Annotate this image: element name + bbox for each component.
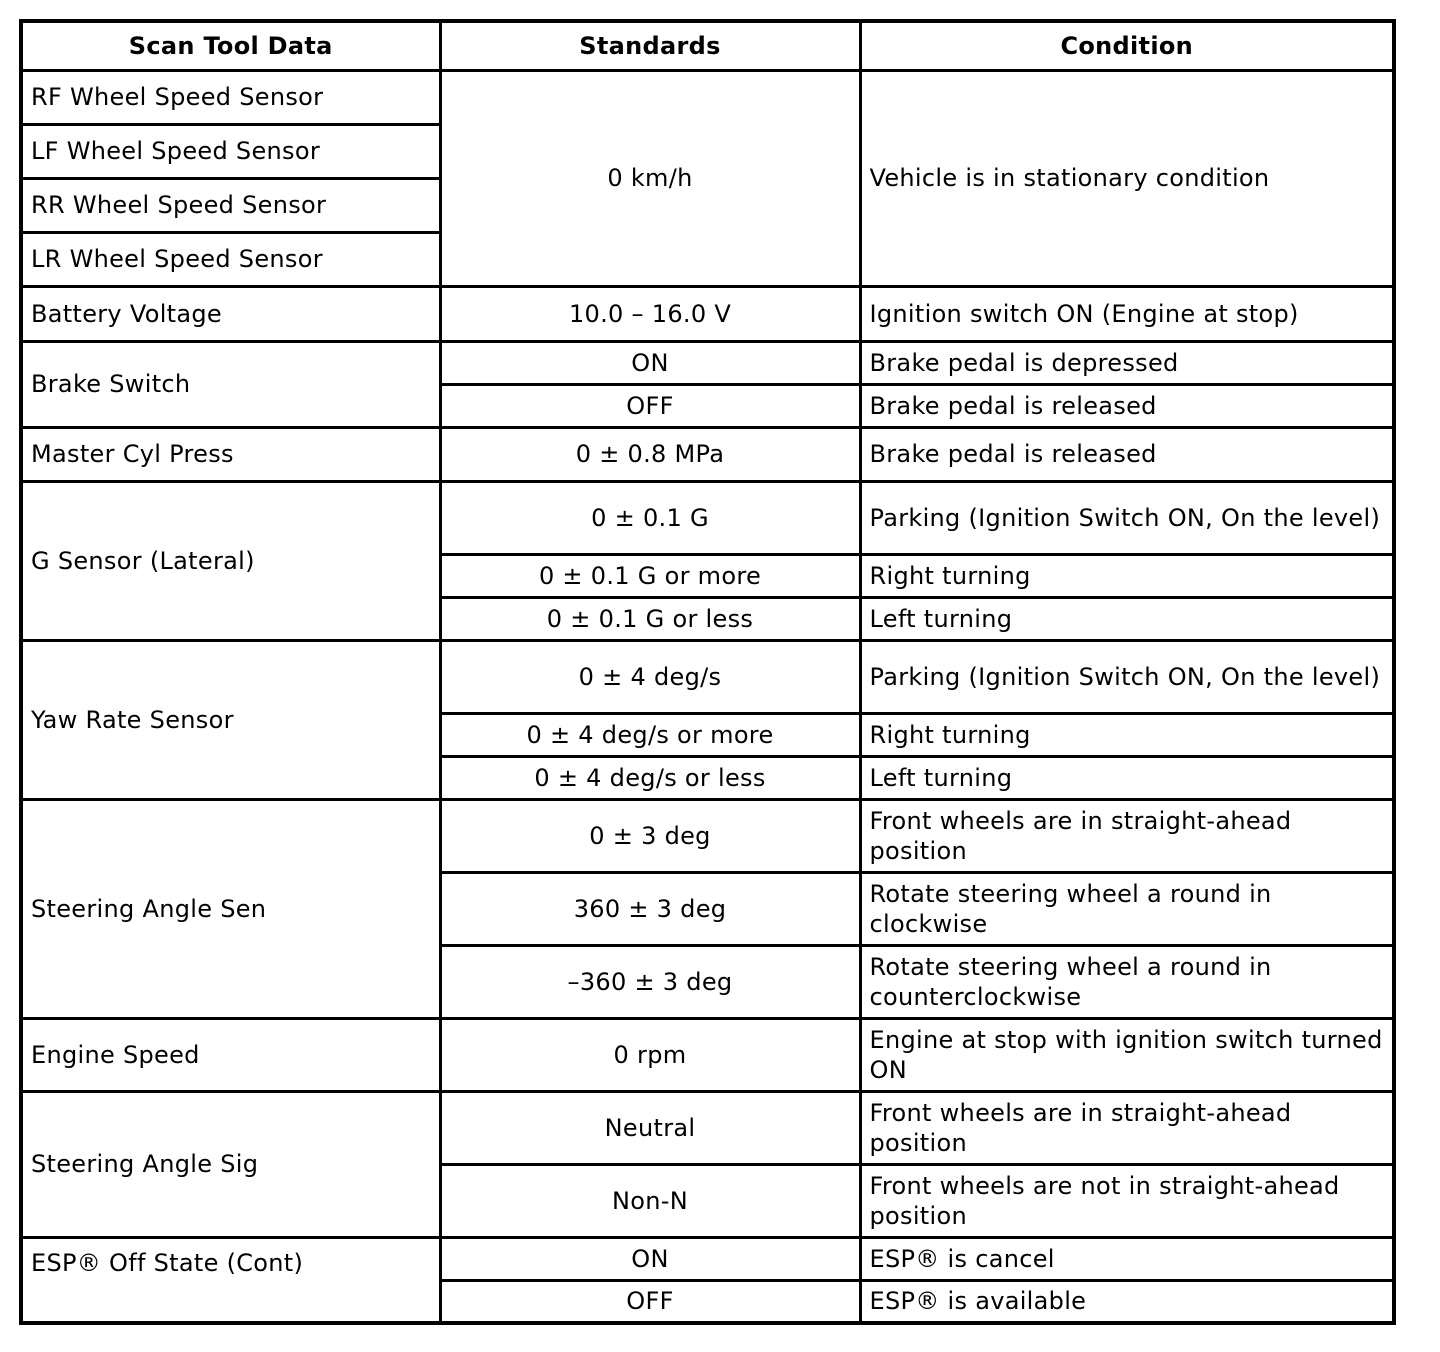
item-name: ESP® Off State (Cont)	[21, 1237, 440, 1323]
standard-value: 0 ± 0.1 G	[440, 481, 860, 554]
standard-value: Non-N	[440, 1164, 860, 1237]
standard-value: –360 ± 3 deg	[440, 945, 860, 1018]
table-row	[21, 640, 1394, 713]
condition-text: Right turning	[860, 713, 1394, 756]
item-name: Battery Voltage	[21, 286, 440, 341]
header-scan-tool-data: Scan Tool Data	[21, 21, 440, 70]
condition-text: Brake pedal is released	[860, 384, 1394, 427]
condition-text: Brake pedal is depressed	[860, 341, 1394, 384]
standard-value: 0 ± 0.8 MPa	[440, 427, 860, 481]
table-row	[21, 1091, 1394, 1164]
condition-text: Parking (Ignition Switch ON, On the level)	[860, 481, 1394, 554]
table-row	[21, 1237, 1394, 1280]
table-row	[21, 427, 1394, 481]
header-condition: Condition	[860, 21, 1394, 70]
condition-text: Vehicle is in stationary condition	[860, 70, 1394, 286]
standard-value: OFF	[440, 384, 860, 427]
condition-text: Front wheels are not in straight-ahead position	[860, 1164, 1394, 1237]
condition-text: Right turning	[860, 554, 1394, 597]
item-name: G Sensor (Lateral)	[21, 481, 440, 640]
header-row	[21, 21, 1394, 70]
item-name: Engine Speed	[21, 1018, 440, 1091]
standard-value: 0 ± 0.1 G or more	[440, 554, 860, 597]
standard-value: 0 ± 4 deg/s or less	[440, 756, 860, 799]
table-row	[21, 341, 1394, 384]
standard-value: 0 ± 4 deg/s or more	[440, 713, 860, 756]
item-name: RR Wheel Speed Sensor	[21, 178, 440, 232]
condition-text: Left turning	[860, 756, 1394, 799]
condition-text: Front wheels are in straight-ahead position	[860, 1091, 1394, 1164]
standard-value: 0 ± 4 deg/s	[440, 640, 860, 713]
item-name: Steering Angle Sen	[21, 799, 440, 1018]
condition-text: Ignition switch ON (Engine at stop)	[860, 286, 1394, 341]
condition-text: Parking (Ignition Switch ON, On the level)	[860, 640, 1394, 713]
item-name: RF Wheel Speed Sensor	[21, 70, 440, 124]
item-name: Yaw Rate Sensor	[21, 640, 440, 799]
standard-value: ON	[440, 341, 860, 384]
condition-text: ESP® is cancel	[860, 1237, 1394, 1280]
condition-text: ESP® is available	[860, 1280, 1394, 1323]
condition-text: Brake pedal is released	[860, 427, 1394, 481]
condition-text: Front wheels are in straight-ahead position	[860, 799, 1394, 872]
table-row	[21, 799, 1394, 872]
table-row	[21, 70, 1394, 124]
condition-text: Rotate steering wheel a round in clockwise	[860, 872, 1394, 945]
condition-text: Engine at stop with ignition switch turned ON	[860, 1018, 1394, 1091]
table-row	[21, 481, 1394, 554]
header-standards: Standards	[440, 21, 860, 70]
table-row	[21, 286, 1394, 341]
scan-tool-data-table	[19, 19, 1396, 1325]
item-name: Master Cyl Press	[21, 427, 440, 481]
standard-value: OFF	[440, 1280, 860, 1323]
item-name: Steering Angle Sig	[21, 1091, 440, 1237]
standard-value: 0 ± 0.1 G or less	[440, 597, 860, 640]
standard-value: 360 ± 3 deg	[440, 872, 860, 945]
standard-value: 0 km/h	[440, 70, 860, 286]
standard-value: 0 rpm	[440, 1018, 860, 1091]
condition-text: Rotate steering wheel a round in counterclockwise	[860, 945, 1394, 1018]
standard-value: ON	[440, 1237, 860, 1280]
table-row	[21, 1018, 1394, 1091]
standard-value: 0 ± 3 deg	[440, 799, 860, 872]
item-name: LR Wheel Speed Sensor	[21, 232, 440, 286]
condition-text: Left turning	[860, 597, 1394, 640]
item-name: Brake Switch	[21, 341, 440, 427]
item-name: LF Wheel Speed Sensor	[21, 124, 440, 178]
standard-value: Neutral	[440, 1091, 860, 1164]
standard-value: 10.0 – 16.0 V	[440, 286, 860, 341]
